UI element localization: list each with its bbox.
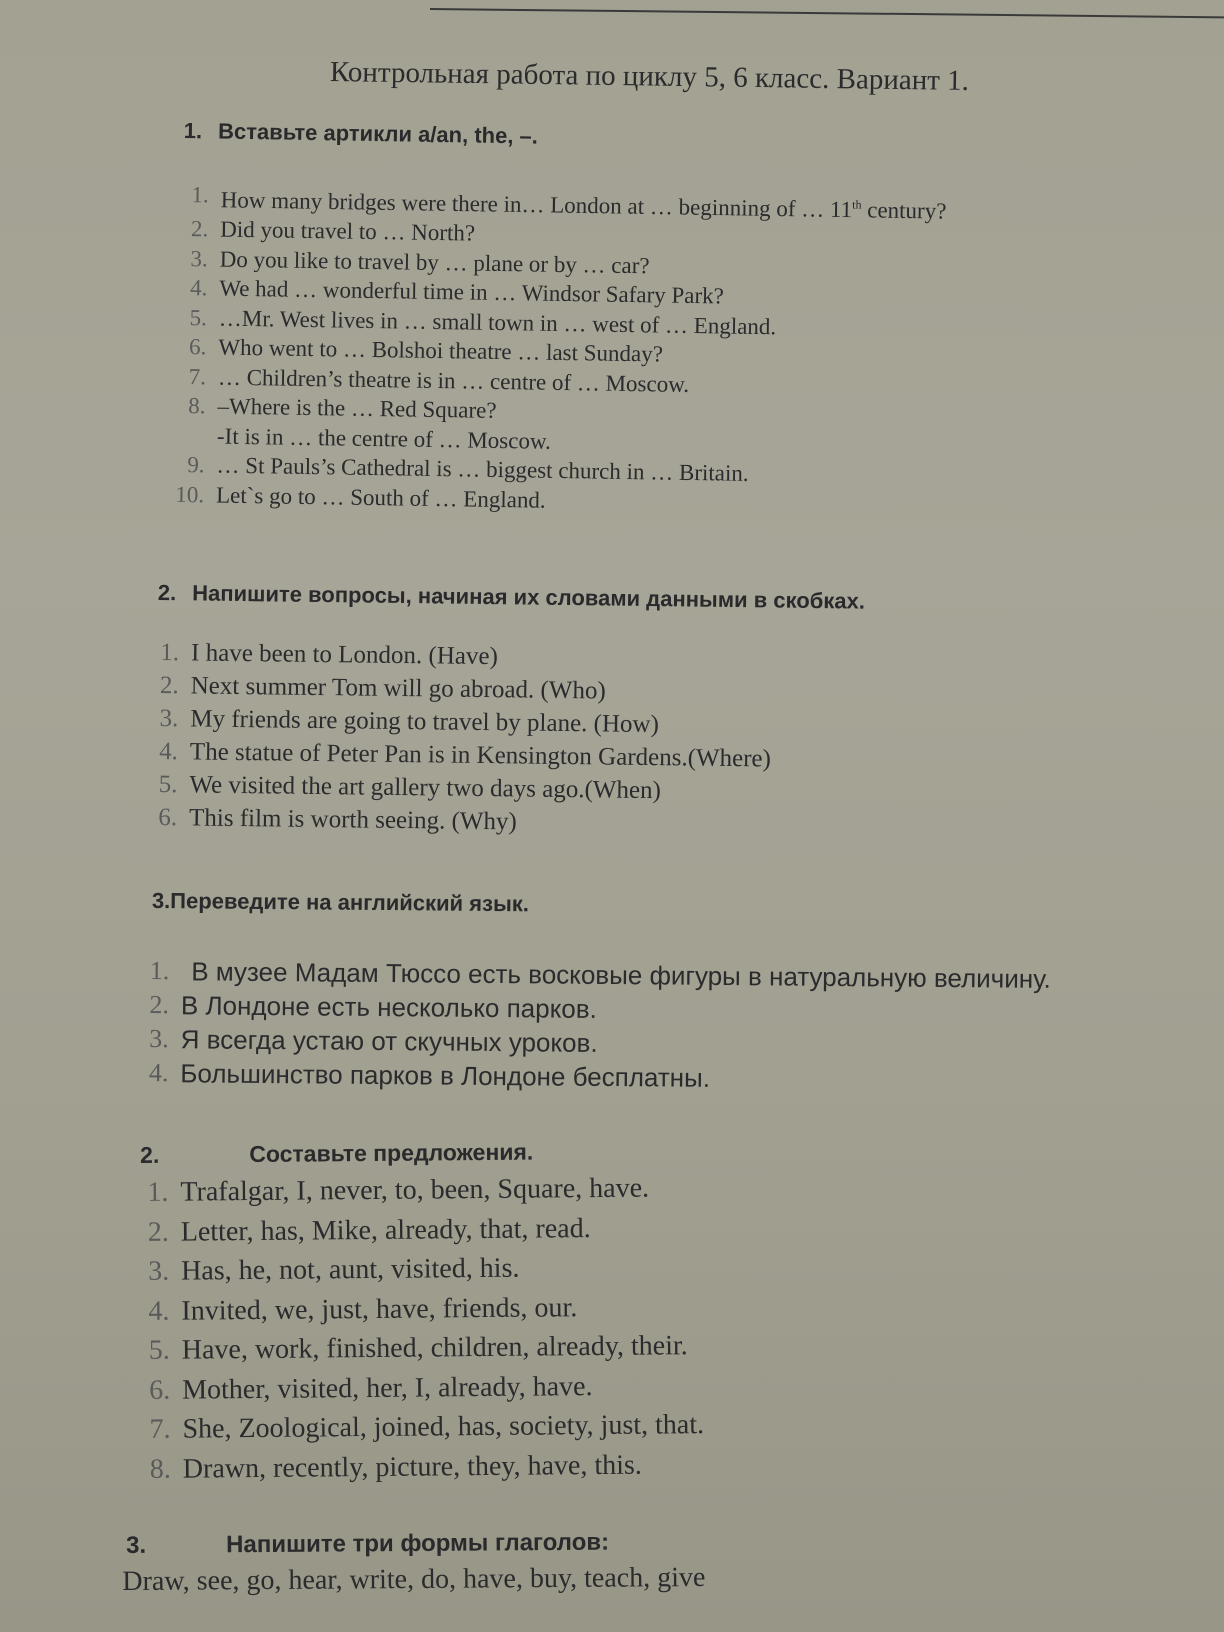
list-item: 3. Do you like to travel by … plane or by … car? bbox=[190, 245, 650, 278]
list-item: 7. She, Zoological, joined, has, society, just, that. bbox=[149, 1409, 705, 1445]
section-number: 2. bbox=[140, 1141, 160, 1168]
list-item: 5. …Mr. West lives in … small town in … west of … England. bbox=[189, 304, 777, 339]
list-item: 2. Did you travel to … North? bbox=[190, 216, 476, 246]
section-title: Составьте предложения. bbox=[249, 1138, 534, 1168]
verb-list: Draw, see, go, hear, write, do, have, buy, teach, give bbox=[122, 1561, 706, 1598]
section-questions bbox=[155, 580, 865, 843]
list-item: 1. How many bridges were there in… London at … beginning of … 11th century? bbox=[191, 182, 947, 224]
exercise-list bbox=[136, 954, 1051, 1098]
section-number: 2. bbox=[157, 580, 177, 606]
name-line bbox=[430, 8, 1224, 18]
list-item: 2. Next summer Tom will go abroad. (Who) bbox=[159, 672, 606, 705]
list-item: 4. The statue of Peter Pan is in Kensington Gardens.(Where) bbox=[158, 738, 772, 773]
list-item: 8. –Where is the … Red Square? bbox=[188, 393, 497, 424]
list-item: 3. Я всегда устаю от скучных уроков. bbox=[149, 1023, 598, 1058]
section-heading: 3.Переведите на английский язык. bbox=[151, 888, 530, 917]
list-item: 8. Drawn, recently, picture, they, have, this. bbox=[149, 1449, 642, 1485]
exercise-list bbox=[145, 636, 864, 843]
section-title: Напишите три формы глаголов: bbox=[226, 1528, 610, 1559]
section-title: Вставьте артикли a/an, the, –. bbox=[217, 118, 539, 149]
exercise-list bbox=[130, 1168, 704, 1489]
exercise-list bbox=[168, 180, 947, 521]
section-number: 3. bbox=[126, 1531, 147, 1559]
section-translate bbox=[150, 888, 1051, 1098]
list-item: 3. Has, he, not, aunt, visited, his. bbox=[147, 1252, 520, 1287]
list-item: -It is in … the centre of … Moscow. bbox=[216, 423, 552, 454]
list-item: 6. This film is worth seeing. (Why) bbox=[158, 804, 517, 836]
list-item: 9. … St Pauls’s Cathedral is … biggest church in … Britain. bbox=[187, 452, 749, 487]
list-item: 3. My friends are going to travel by plane. (How) bbox=[159, 705, 660, 739]
list-item: 4. We had … wonderful time in … Windsor Safary Park? bbox=[189, 275, 725, 309]
page-title: Контрольная работа по циклу 5, 6 класс. Вариант 1. bbox=[329, 56, 970, 97]
section-heading bbox=[158, 580, 865, 615]
list-item: 4. Большинство парков в Лондоне бесплатны. bbox=[148, 1057, 711, 1093]
list-item: 6. Who went to … Bolshoi theatre … last Sunday? bbox=[188, 334, 664, 367]
list-item: 5. Have, work, finished, children, already, their. bbox=[148, 1330, 688, 1366]
section-title: Напишите вопросы, начиная их словами данными в скобках. bbox=[192, 580, 866, 614]
list-item: 1. Trafalgar, I, never, to, been, Square, have. bbox=[147, 1172, 650, 1208]
section-heading bbox=[140, 1137, 702, 1169]
section-heading bbox=[184, 118, 948, 156]
section-articles bbox=[175, 118, 948, 521]
section-sentences bbox=[140, 1137, 705, 1489]
list-item: 4. Invited, we, just, have, friends, our. bbox=[148, 1291, 578, 1327]
list-item: 1. В музее Мадам Тюссо есть восковые фигуры в натуральную величину. bbox=[149, 955, 1051, 994]
list-item: 5. We visited the art gallery two days ago.(When) bbox=[158, 771, 662, 805]
list-item: 7. … Children’s theatre is in … centre of … Moscow. bbox=[188, 363, 690, 397]
list-item: 2. Letter, has, Mike, already, that, read. bbox=[147, 1212, 591, 1248]
list-item: 10. Let`s go to … South of … England. bbox=[175, 481, 546, 513]
list-item: 1. I have been to London. (Have) bbox=[160, 639, 499, 671]
list-item: 2. В Лондоне есть несколько парков. bbox=[149, 989, 597, 1024]
section-verb-forms bbox=[122, 1528, 706, 1598]
section-number: 1. bbox=[183, 118, 203, 144]
list-item: 6. Mother, visited, her, I, already, have. bbox=[149, 1370, 593, 1406]
section-heading bbox=[126, 1528, 705, 1560]
